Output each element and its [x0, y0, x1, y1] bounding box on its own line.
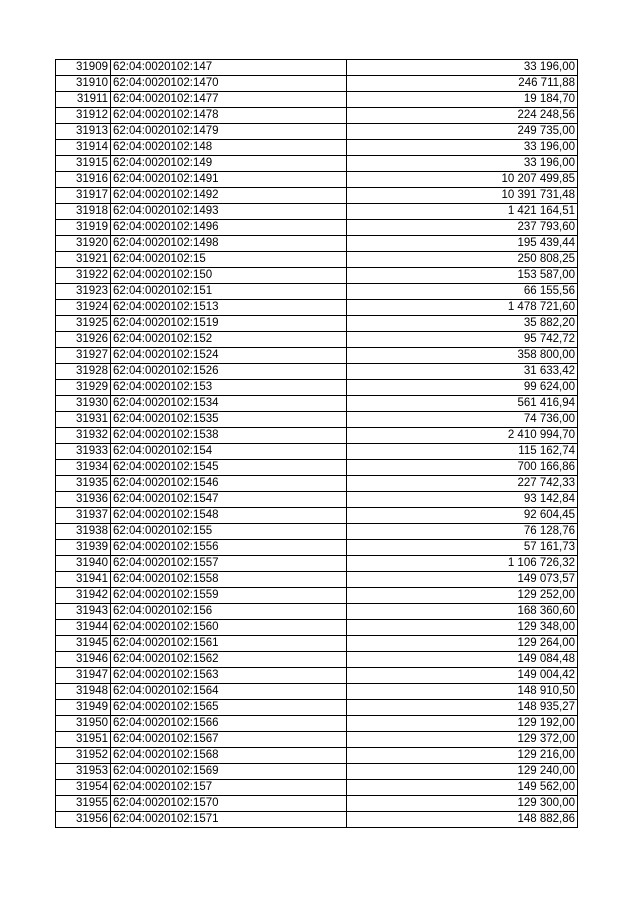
row-number-cell: 31946	[56, 652, 111, 668]
value-cell: 35 882,20	[347, 316, 578, 332]
cadastral-number-cell: 62:04:0020102:1547	[111, 492, 347, 508]
table-row	[56, 428, 578, 444]
row-number-cell: 31929	[56, 380, 111, 396]
row-number-cell: 31915	[56, 156, 111, 172]
value-cell: 129 240,00	[347, 764, 578, 780]
value-cell: 246 711,88	[347, 76, 578, 92]
table-row	[56, 172, 578, 188]
value-cell: 148 935,27	[347, 700, 578, 716]
row-number-cell: 31937	[56, 508, 111, 524]
table-row	[56, 476, 578, 492]
value-cell: 195 439,44	[347, 236, 578, 252]
cadastral-number-cell: 62:04:0020102:156	[111, 604, 347, 620]
table-row	[56, 668, 578, 684]
table-row	[56, 156, 578, 172]
value-cell: 66 155,56	[347, 284, 578, 300]
row-number-cell: 31941	[56, 572, 111, 588]
value-cell: 76 128,76	[347, 524, 578, 540]
row-number-cell: 31918	[56, 204, 111, 220]
row-number-cell: 31924	[56, 300, 111, 316]
value-cell: 168 360,60	[347, 604, 578, 620]
cadastral-number-cell: 62:04:0020102:150	[111, 268, 347, 284]
row-number-cell: 31917	[56, 188, 111, 204]
value-cell: 129 192,00	[347, 716, 578, 732]
row-number-cell: 31936	[56, 492, 111, 508]
cadastral-number-cell: 62:04:0020102:1545	[111, 460, 347, 476]
value-cell: 2 410 994,70	[347, 428, 578, 444]
cadastral-number-cell: 62:04:0020102:147	[111, 60, 347, 76]
row-number-cell: 31956	[56, 812, 111, 828]
table-row	[56, 460, 578, 476]
table-row	[56, 364, 578, 380]
row-number-cell: 31933	[56, 444, 111, 460]
value-cell: 700 166,86	[347, 460, 578, 476]
value-cell: 1 106 726,32	[347, 556, 578, 572]
value-cell: 10 391 731,48	[347, 188, 578, 204]
cadastral-number-cell: 62:04:0020102:1559	[111, 588, 347, 604]
value-cell: 129 264,00	[347, 636, 578, 652]
value-cell: 95 742,72	[347, 332, 578, 348]
value-cell: 129 300,00	[347, 796, 578, 812]
cadastral-number-cell: 62:04:0020102:1470	[111, 76, 347, 92]
cadastral-number-cell: 62:04:0020102:1479	[111, 124, 347, 140]
table-row	[56, 508, 578, 524]
table-body	[56, 60, 578, 828]
table-row	[56, 188, 578, 204]
row-number-cell: 31953	[56, 764, 111, 780]
table-row	[56, 700, 578, 716]
cadastral-number-cell: 62:04:0020102:1570	[111, 796, 347, 812]
value-cell: 1 478 721,60	[347, 300, 578, 316]
cadastral-number-cell: 62:04:0020102:1562	[111, 652, 347, 668]
value-cell: 115 162,74	[347, 444, 578, 460]
cadastral-number-cell: 62:04:0020102:153	[111, 380, 347, 396]
table-row	[56, 140, 578, 156]
cadastral-number-cell: 62:04:0020102:1566	[111, 716, 347, 732]
value-cell: 129 348,00	[347, 620, 578, 636]
table-row	[56, 204, 578, 220]
cadastral-number-cell: 62:04:0020102:1477	[111, 92, 347, 108]
value-cell: 358 800,00	[347, 348, 578, 364]
row-number-cell: 31911	[56, 92, 111, 108]
table-row	[56, 380, 578, 396]
value-cell: 250 808,25	[347, 252, 578, 268]
cadastral-number-cell: 62:04:0020102:1564	[111, 684, 347, 700]
cadastral-number-cell: 62:04:0020102:1560	[111, 620, 347, 636]
table-row	[56, 268, 578, 284]
table-row	[56, 444, 578, 460]
row-number-cell: 31930	[56, 396, 111, 412]
table-row	[56, 684, 578, 700]
cadastral-number-cell: 62:04:0020102:1492	[111, 188, 347, 204]
table-row	[56, 636, 578, 652]
cadastral-number-cell: 62:04:0020102:1561	[111, 636, 347, 652]
table-row	[56, 540, 578, 556]
value-cell: 237 793,60	[347, 220, 578, 236]
table-row	[56, 316, 578, 332]
cadastral-number-cell: 62:04:0020102:1524	[111, 348, 347, 364]
row-number-cell: 31919	[56, 220, 111, 236]
table-row	[56, 396, 578, 412]
value-cell: 224 248,56	[347, 108, 578, 124]
row-number-cell: 31931	[56, 412, 111, 428]
value-cell: 129 372,00	[347, 732, 578, 748]
row-number-cell: 31947	[56, 668, 111, 684]
row-number-cell: 31950	[56, 716, 111, 732]
row-number-cell: 31939	[56, 540, 111, 556]
value-cell: 227 742,33	[347, 476, 578, 492]
row-number-cell: 31944	[56, 620, 111, 636]
row-number-cell: 31914	[56, 140, 111, 156]
table-row	[56, 284, 578, 300]
cadastral-number-cell: 62:04:0020102:1491	[111, 172, 347, 188]
row-number-cell: 31923	[56, 284, 111, 300]
cadastral-number-cell: 62:04:0020102:1496	[111, 220, 347, 236]
row-number-cell: 31926	[56, 332, 111, 348]
row-number-cell: 31916	[56, 172, 111, 188]
cadastral-number-cell: 62:04:0020102:149	[111, 156, 347, 172]
value-cell: 33 196,00	[347, 60, 578, 76]
value-cell: 31 633,42	[347, 364, 578, 380]
row-number-cell: 31951	[56, 732, 111, 748]
cadastral-number-cell: 62:04:0020102:152	[111, 332, 347, 348]
cadastral-number-cell: 62:04:0020102:1493	[111, 204, 347, 220]
cadastral-number-cell: 62:04:0020102:1498	[111, 236, 347, 252]
table-row	[56, 524, 578, 540]
value-cell: 129 252,00	[347, 588, 578, 604]
cadastral-number-cell: 62:04:0020102:1567	[111, 732, 347, 748]
table-row	[56, 764, 578, 780]
table-row	[56, 604, 578, 620]
value-cell: 19 184,70	[347, 92, 578, 108]
value-cell: 148 882,86	[347, 812, 578, 828]
cadastral-number-cell: 62:04:0020102:1568	[111, 748, 347, 764]
table-row	[56, 220, 578, 236]
cadastral-number-cell: 62:04:0020102:1563	[111, 668, 347, 684]
cadastral-number-cell: 62:04:0020102:1534	[111, 396, 347, 412]
table-row	[56, 124, 578, 140]
row-number-cell: 31910	[56, 76, 111, 92]
value-cell: 33 196,00	[347, 140, 578, 156]
table-row	[56, 588, 578, 604]
table-row	[56, 492, 578, 508]
row-number-cell: 31940	[56, 556, 111, 572]
cadastral-number-cell: 62:04:0020102:15	[111, 252, 347, 268]
row-number-cell: 31928	[56, 364, 111, 380]
table-row	[56, 108, 578, 124]
cadastral-number-cell: 62:04:0020102:1558	[111, 572, 347, 588]
value-cell: 149 004,42	[347, 668, 578, 684]
value-cell: 249 735,00	[347, 124, 578, 140]
table-row	[56, 76, 578, 92]
value-cell: 1 421 164,51	[347, 204, 578, 220]
row-number-cell: 31920	[56, 236, 111, 252]
value-cell: 148 910,50	[347, 684, 578, 700]
value-cell: 74 736,00	[347, 412, 578, 428]
row-number-cell: 31955	[56, 796, 111, 812]
row-number-cell: 31948	[56, 684, 111, 700]
cadastral-number-cell: 62:04:0020102:1556	[111, 540, 347, 556]
row-number-cell: 31943	[56, 604, 111, 620]
row-number-cell: 31949	[56, 700, 111, 716]
table-row	[56, 732, 578, 748]
cadastral-number-cell: 62:04:0020102:1548	[111, 508, 347, 524]
table-row	[56, 348, 578, 364]
value-cell: 149 562,00	[347, 780, 578, 796]
cadastral-number-cell: 62:04:0020102:155	[111, 524, 347, 540]
row-number-cell: 31927	[56, 348, 111, 364]
row-number-cell: 31912	[56, 108, 111, 124]
value-cell: 129 216,00	[347, 748, 578, 764]
value-cell: 33 196,00	[347, 156, 578, 172]
value-cell: 561 416,94	[347, 396, 578, 412]
row-number-cell: 31954	[56, 780, 111, 796]
cadastral-number-cell: 62:04:0020102:1535	[111, 412, 347, 428]
table-row	[56, 716, 578, 732]
row-number-cell: 31934	[56, 460, 111, 476]
row-number-cell: 31925	[56, 316, 111, 332]
cadastral-number-cell: 62:04:0020102:154	[111, 444, 347, 460]
table-row	[56, 556, 578, 572]
cadastral-number-cell: 62:04:0020102:1526	[111, 364, 347, 380]
table-row	[56, 236, 578, 252]
row-number-cell: 31942	[56, 588, 111, 604]
cadastral-number-cell: 62:04:0020102:1569	[111, 764, 347, 780]
table-row	[56, 780, 578, 796]
value-cell: 149 084,48	[347, 652, 578, 668]
table-row	[56, 620, 578, 636]
value-cell: 93 142,84	[347, 492, 578, 508]
value-cell: 153 587,00	[347, 268, 578, 284]
cadastral-number-cell: 62:04:0020102:1571	[111, 812, 347, 828]
row-number-cell: 31945	[56, 636, 111, 652]
cadastral-number-cell: 62:04:0020102:1519	[111, 316, 347, 332]
row-number-cell: 31938	[56, 524, 111, 540]
table-row	[56, 412, 578, 428]
cadastral-number-cell: 62:04:0020102:1557	[111, 556, 347, 572]
cadastral-number-cell: 62:04:0020102:148	[111, 140, 347, 156]
table-row	[56, 652, 578, 668]
cadastral-number-cell: 62:04:0020102:1478	[111, 108, 347, 124]
cadastral-number-cell: 62:04:0020102:1565	[111, 700, 347, 716]
cadastral-number-cell: 62:04:0020102:1513	[111, 300, 347, 316]
row-number-cell: 31909	[56, 60, 111, 76]
table-row	[56, 812, 578, 828]
table-row	[56, 60, 578, 76]
cadastral-value-table	[55, 59, 578, 828]
cadastral-number-cell: 62:04:0020102:1546	[111, 476, 347, 492]
table-row	[56, 796, 578, 812]
table-row	[56, 572, 578, 588]
table-row	[56, 332, 578, 348]
row-number-cell: 31913	[56, 124, 111, 140]
table-row	[56, 92, 578, 108]
cadastral-number-cell: 62:04:0020102:157	[111, 780, 347, 796]
cadastral-number-cell: 62:04:0020102:151	[111, 284, 347, 300]
value-cell: 57 161,73	[347, 540, 578, 556]
table-row	[56, 252, 578, 268]
cadastral-number-cell: 62:04:0020102:1538	[111, 428, 347, 444]
row-number-cell: 31922	[56, 268, 111, 284]
value-cell: 149 073,57	[347, 572, 578, 588]
table-row	[56, 748, 578, 764]
value-cell: 99 624,00	[347, 380, 578, 396]
row-number-cell: 31932	[56, 428, 111, 444]
table-row	[56, 300, 578, 316]
row-number-cell: 31921	[56, 252, 111, 268]
row-number-cell: 31935	[56, 476, 111, 492]
value-cell: 92 604,45	[347, 508, 578, 524]
value-cell: 10 207 499,85	[347, 172, 578, 188]
row-number-cell: 31952	[56, 748, 111, 764]
